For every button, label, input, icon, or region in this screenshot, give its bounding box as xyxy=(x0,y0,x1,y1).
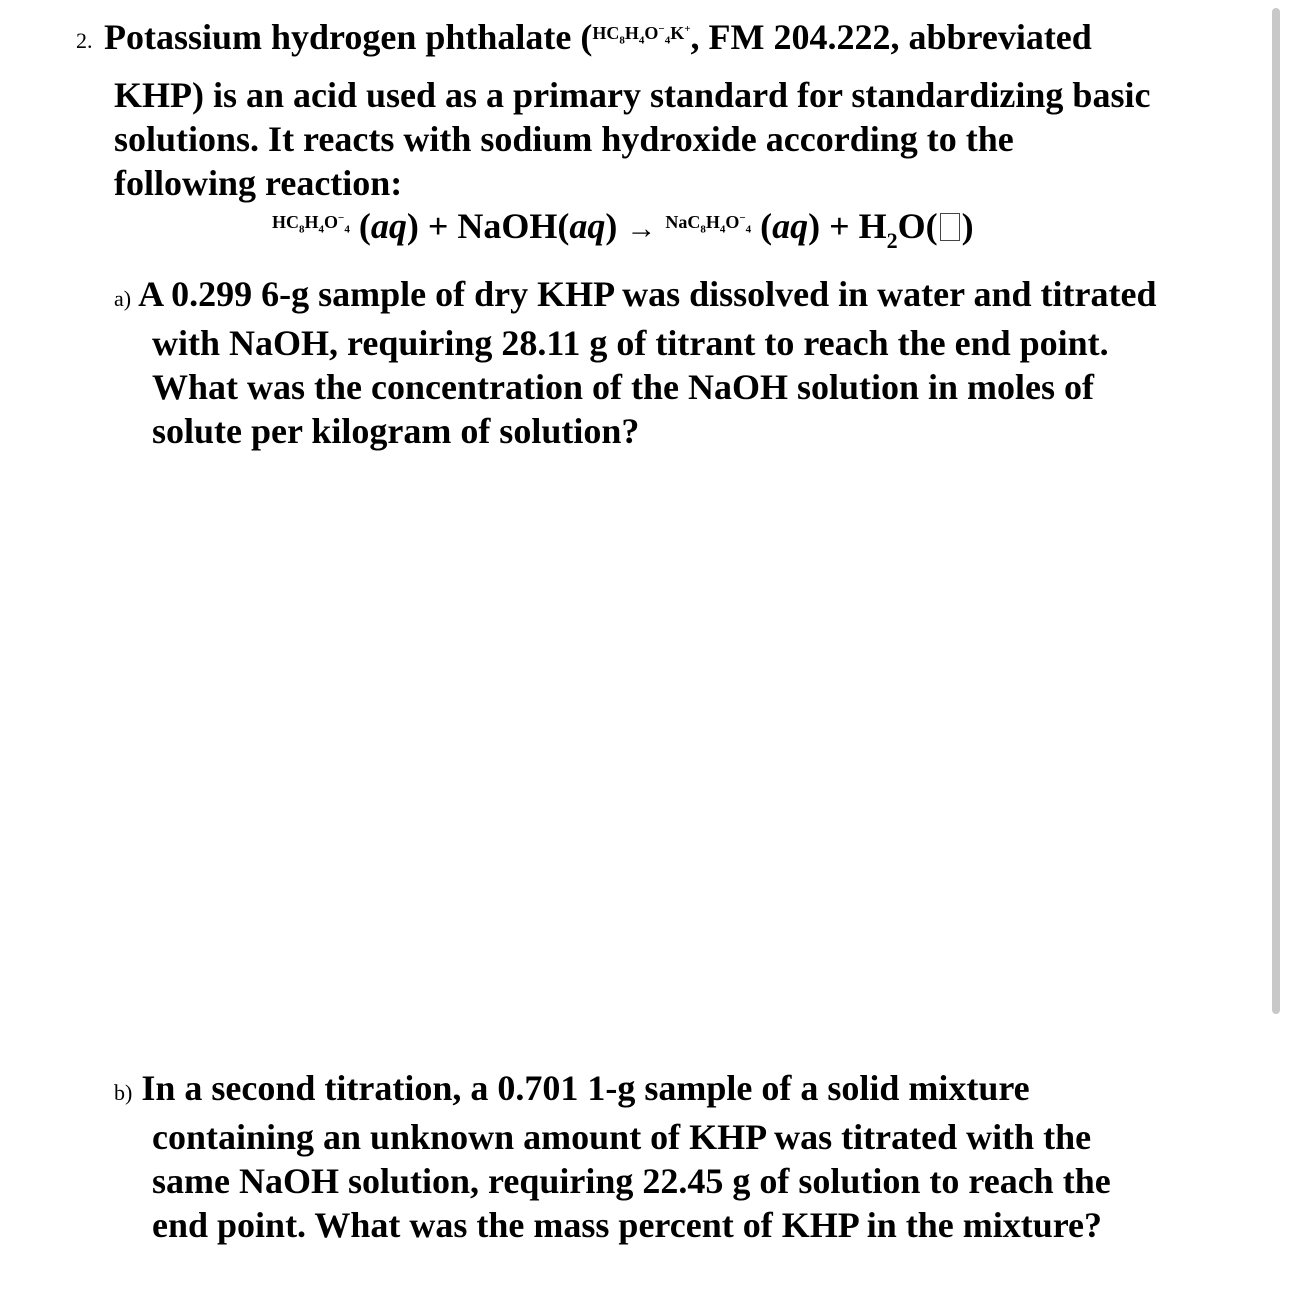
part-b-line-3: same NaOH solution, requiring 22.45 g of solution to reach the xyxy=(152,1161,1111,1201)
intro-text-1: Potassium hydrogen phthalate ( xyxy=(104,17,593,57)
reaction-arrow-icon: → xyxy=(626,212,657,245)
water-o: O( xyxy=(897,206,938,246)
scrollbar[interactable] xyxy=(1272,8,1280,1014)
part-b-line-2: containing an unknown amount of KHP was titrated with the xyxy=(152,1117,1092,1157)
product-state: aq xyxy=(772,206,809,246)
part-a-line-2: with NaOH, requiring 28.11 g of titrant to reach the end point. xyxy=(152,323,1109,363)
plus-water: + H xyxy=(820,206,887,246)
question-intro xyxy=(104,15,1234,205)
part-b-label: b) xyxy=(114,1080,133,1105)
naoh-state: aq xyxy=(569,206,606,246)
khp-formula: HC8H4O−4K+ xyxy=(592,23,691,47)
product-formula: NaC8H4O−4 xyxy=(665,212,752,236)
question-number: 2. xyxy=(76,28,93,53)
intro-line-2: KHP) is an acid used as a primary standard for standardizing basic xyxy=(114,74,1151,115)
intro-text-2: , FM 204.222, abbreviated xyxy=(690,17,1092,57)
part-a-label: a) xyxy=(114,286,132,311)
intro-line-4: following reaction: xyxy=(114,162,403,203)
part-b xyxy=(114,1066,1224,1247)
part-a xyxy=(114,272,1224,453)
water-subscript: 2 xyxy=(886,228,898,253)
reactant-state: aq xyxy=(370,206,407,246)
part-b-line-4: end point. What was the mass percent of KHP in the mixture? xyxy=(152,1205,1103,1245)
plus-naoh: + NaOH( xyxy=(418,206,570,246)
reaction-equation: $^{HC_8H_4O^-_4}$ (aq) + NaOH(aq) → $^{NaC_8H_4O^-_4}$ $(aq) + H_2O$( ) xyxy=(272,206,974,253)
intro-line-3: solutions. It reacts with sodium hydroxide according to the xyxy=(114,118,1014,159)
missing-glyph-icon xyxy=(940,213,960,241)
part-a-line-1: A 0.299 6-g sample of dry KHP was dissolved in water and titrated xyxy=(138,274,1157,314)
part-a-line-4: solute per kilogram of solution? xyxy=(152,411,640,451)
part-a-line-3: What was the concentration of the NaOH solution in moles of xyxy=(152,367,1094,407)
reactant-formula: HC8H4O−4 xyxy=(272,212,350,236)
part-b-line-1: In a second titration, a 0.701 1-g sample of a solid mixture xyxy=(141,1068,1030,1108)
